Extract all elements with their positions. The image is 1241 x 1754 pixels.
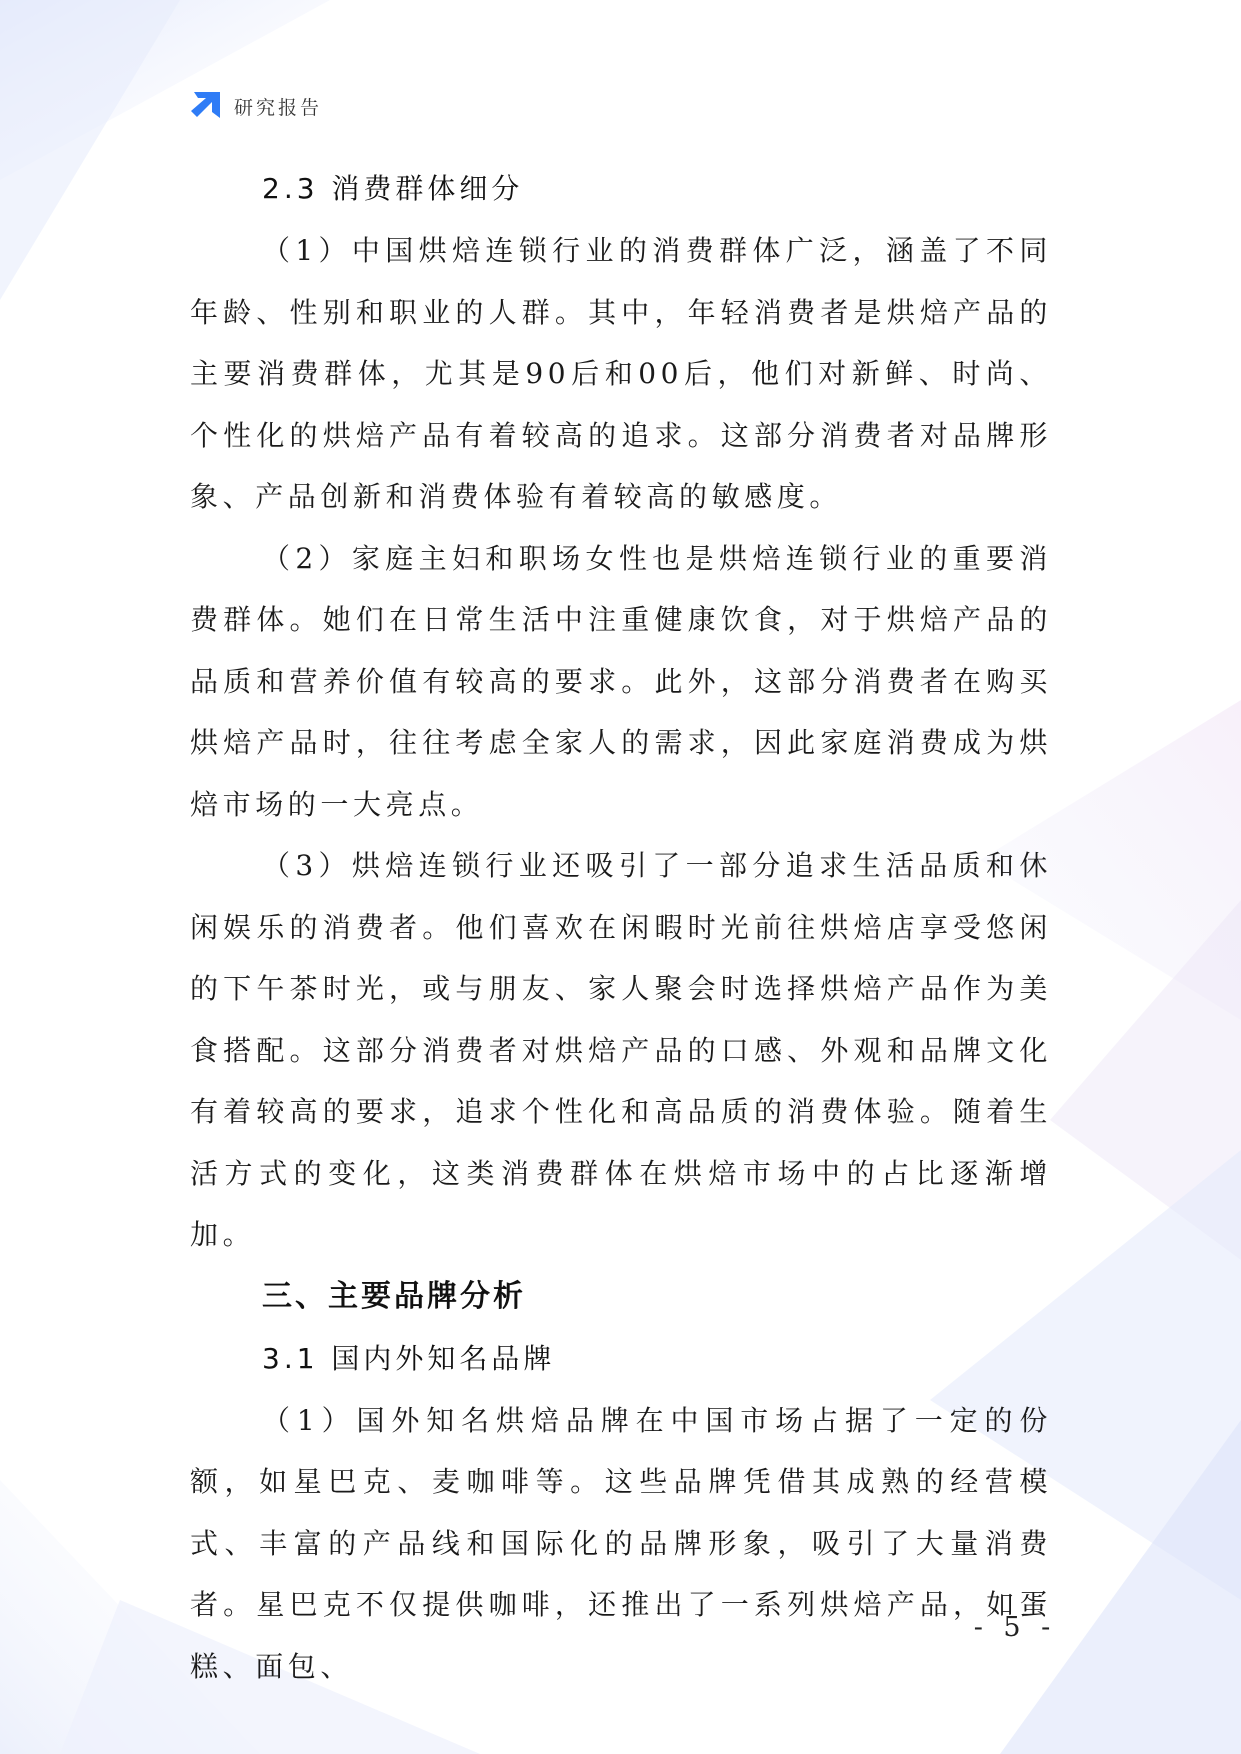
paragraph: （2）家庭主妇和职场女性也是烘焙连锁行业的重要消费群体。她们在日常生活中注重健康饮食，对于烘焙产品的品质和营养价值有较高的要求。此外，这部分消费者在购买烘焙产品时，往往考虑全家人的需求，因此家庭消费成为烘焙市场的一大亮点。 <box>190 541 1052 821</box>
section-2-3-heading: 2.3 消费群体细分 <box>262 172 524 205</box>
arrow-up-right-icon <box>188 90 222 122</box>
section-3-1-heading: 3.1 国内外知名品牌 <box>262 1341 556 1375</box>
document-body <box>190 158 1052 1697</box>
report-header <box>188 88 322 124</box>
paragraph: （1）中国烘焙连锁行业的消费群体广泛，涵盖了不同年龄、性别和职业的人群。其中，年轻消费者是烘焙产品的主要消费群体，尤其是90后和00后，他们对新鲜、时尚、个性化的烘焙产品有着较高的追求。这部分消费者对品牌形象、产品创新和消费体验有着较高的敏感度。 <box>190 234 1052 513</box>
header-title: 研究报告 <box>234 96 323 119</box>
page-number: - 5 - <box>973 1612 1057 1643</box>
paragraph: （1）国外知名烘焙品牌在中国市场占据了一定的份额，如星巴克、麦咖啡等。这些品牌凭借其成熟的经营模式、丰富的产品线和国际化的品牌形象，吸引了大量消费者。星巴克不仅提供咖啡，还推出了一系列烘焙产品，如蛋糕、面包、 <box>190 1403 1052 1683</box>
section-3-heading: 三、主要品牌分析 <box>262 1278 526 1314</box>
paragraph: （3）烘焙连锁行业还吸引了一部分追求生活品质和休闲娱乐的消费者。他们喜欢在闲暇时光前往烘焙店享受悠闲的下午茶时光，或与朋友、家人聚会时选择烘焙产品作为美食搭配。这部分消费者对烘焙产品的口感、外观和品牌文化有着较高的要求，追求个性化和高品质的消费体验。随着生活方式的变化，这类消费群体在烘焙市场中的占比逐渐增加。 <box>190 849 1052 1251</box>
